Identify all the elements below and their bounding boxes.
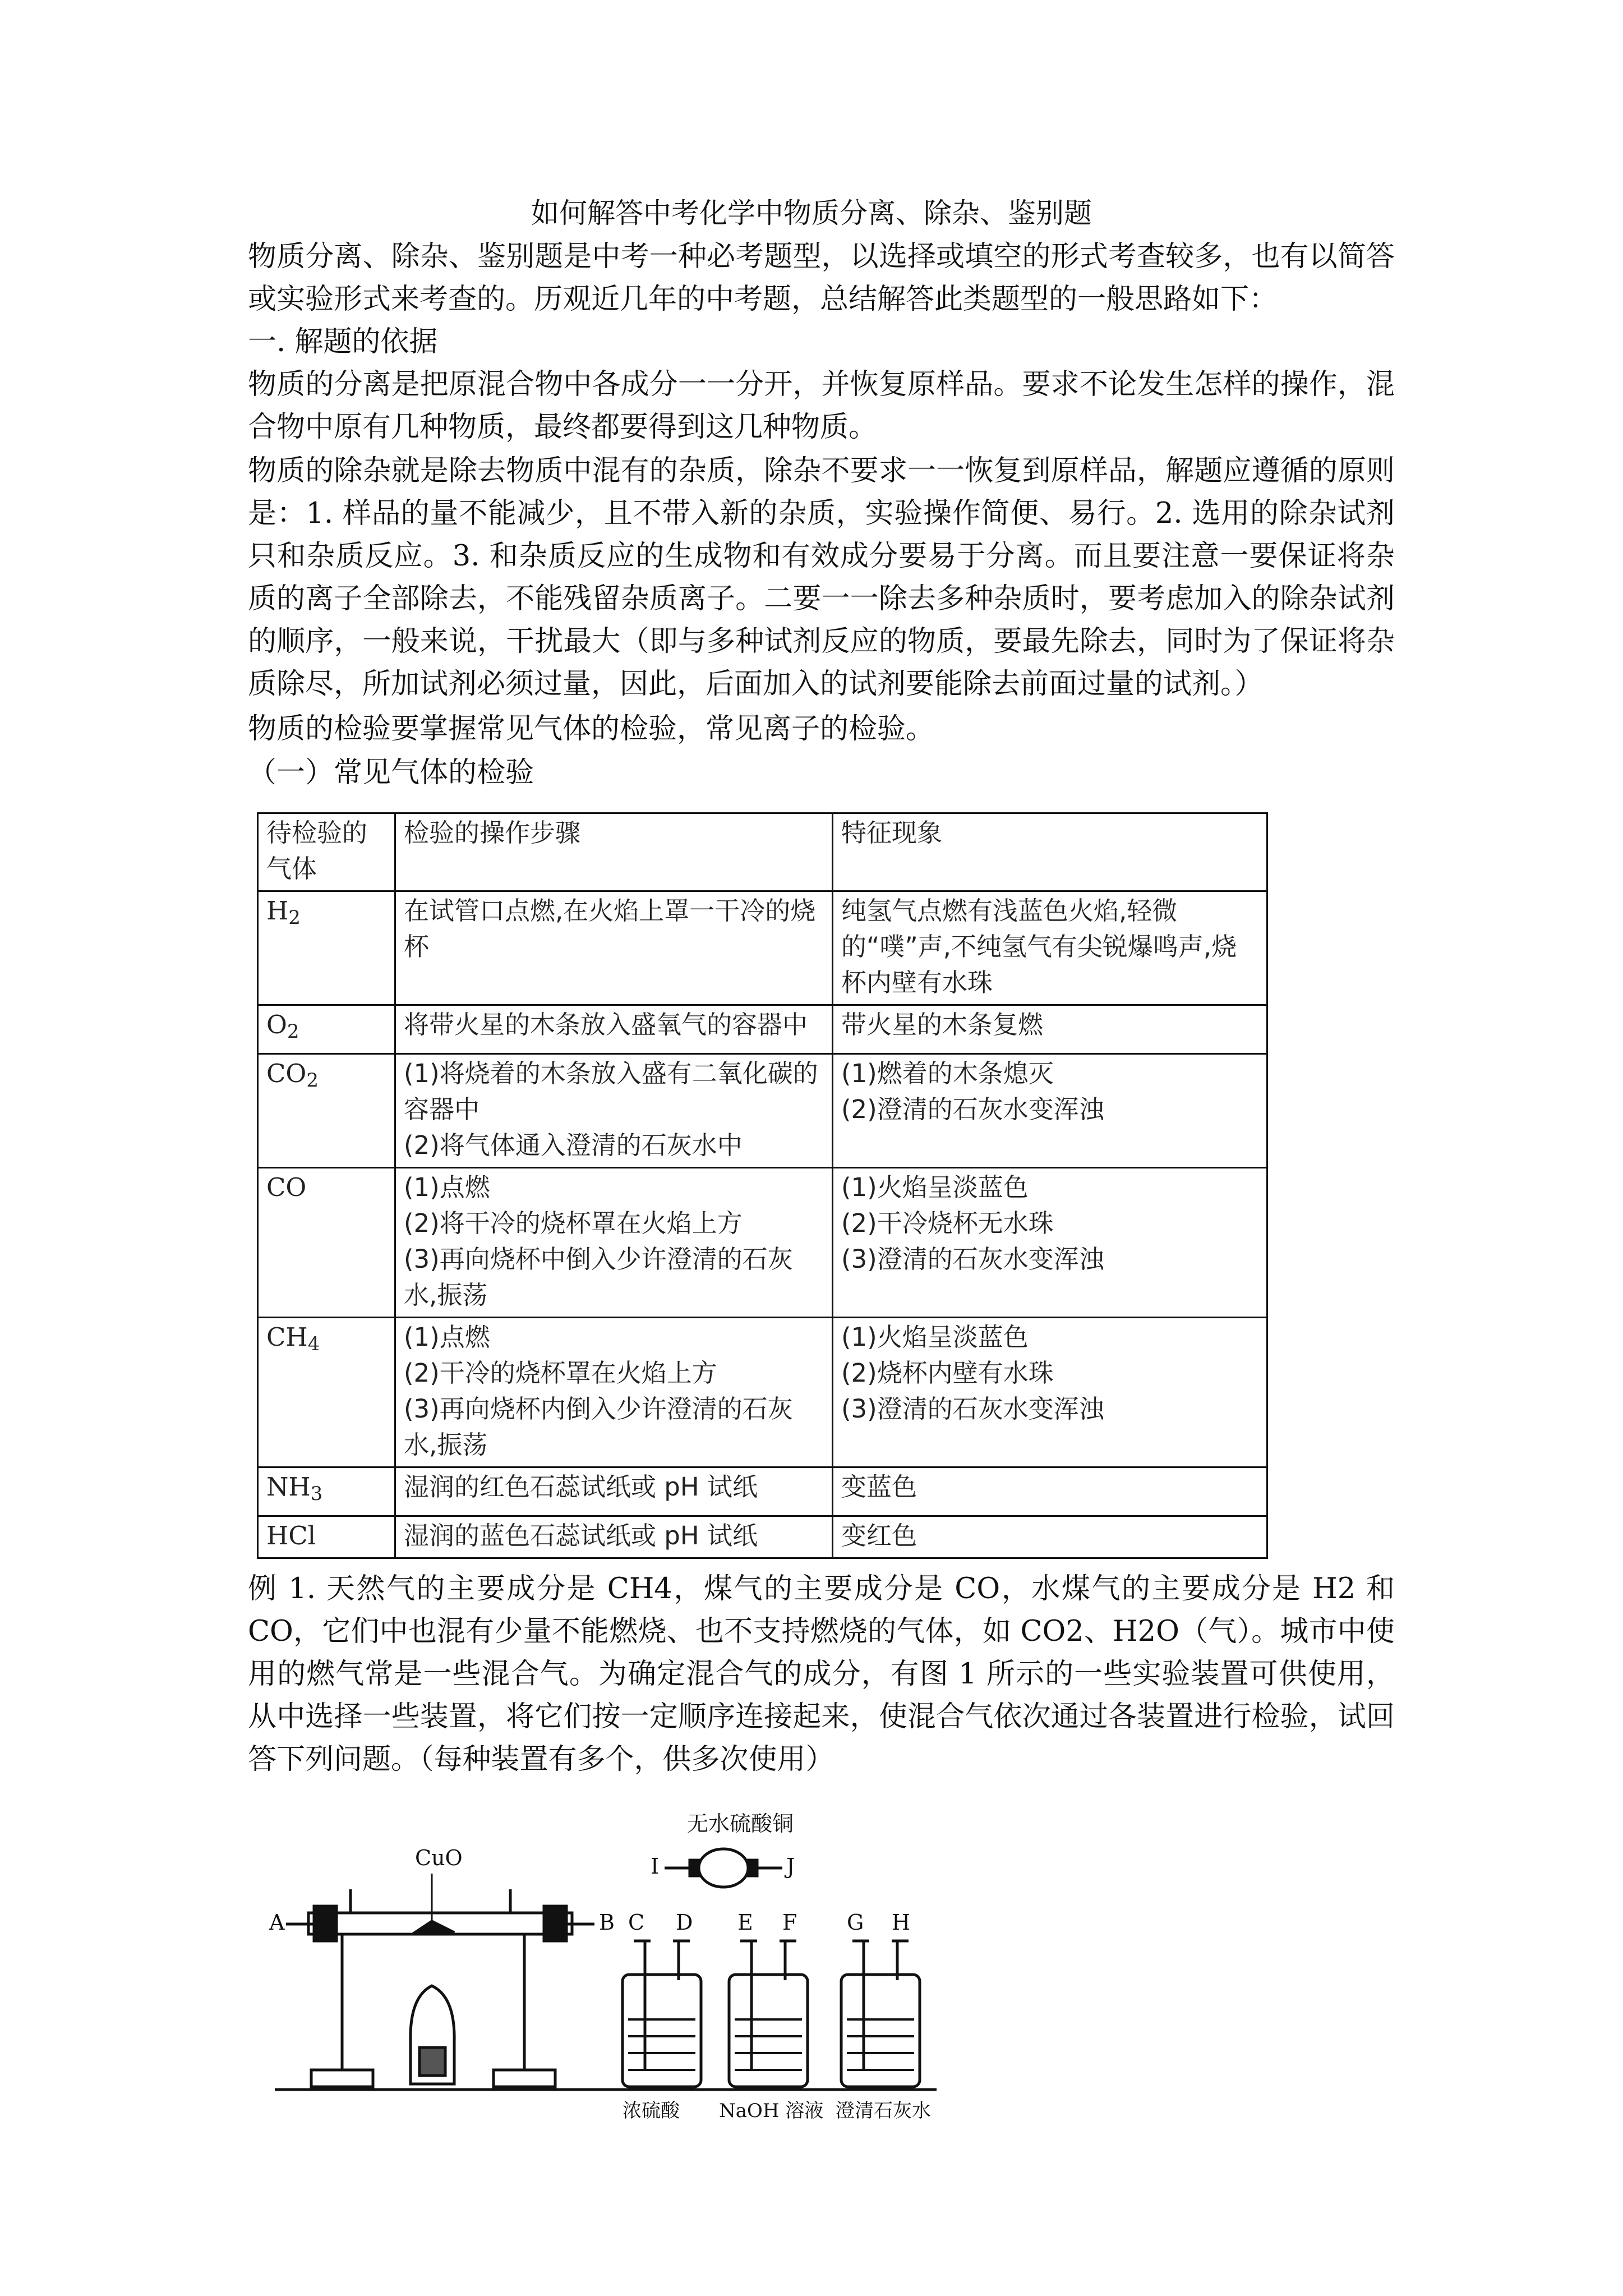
table-row (258, 1168, 1267, 1318)
step-text: (3)再向烧杯内倒入少许澄清的石灰水,振荡 (404, 1394, 793, 1460)
gas-formula: NH (266, 1472, 311, 1502)
gas-subscript: 3 (310, 1483, 323, 1505)
gas-subscript: 2 (287, 1020, 299, 1043)
gas-cell (258, 891, 395, 1005)
cuo-powder (415, 1921, 454, 1932)
steps-cell (395, 1168, 833, 1318)
label-e: E (737, 1910, 753, 1935)
steps-cell (395, 1318, 833, 1467)
page-title: 如何解答中考化学中物质分离、除杂、鉴别题 (531, 197, 1092, 229)
liquid-hatching (628, 2019, 914, 2070)
gas-cell (258, 1467, 395, 1516)
intro-paragraph: 物质分离、除杂、鉴别题是中考一种必考题型，以选择或填空的形式考查较多，也有以简答或实验形式来考查的。历观近几年的中考题，总结解答此类题型的一般思路如下： (248, 240, 1395, 316)
table-row (258, 1467, 1267, 1516)
gas-formula: H (266, 896, 289, 926)
label-j: J (786, 1854, 795, 1879)
steps-cell (395, 1054, 833, 1168)
label-d: D (676, 1910, 693, 1935)
gas-formula: O (266, 1010, 287, 1039)
subsection-heading: （一）常见气体的检验 (248, 756, 534, 789)
step-text: (1)点燃 (404, 1322, 490, 1352)
step-text: (2)将干冷的烧杯罩在火焰上方 (404, 1208, 743, 1238)
impurity-paragraph: 物质的除杂就是除去物质中混有的杂质，除杂不要求一一恢复到原样品，解题应遵循的原则是：1. 样品的量不能减少，且不带入新的杂质，实验操作简便、易行。2. 选用的除杂试剂只和杂质反应。3. 和杂质反应的生成物和有效成分要易于分离。而且要注意一要保证将杂质的离子全部除去，不能残留杂质离子。二要一一除去多种杂质时，要考虑加入的除杂试剂的顺序，一般来说，干扰最大（即与多种试剂反应的物质，要最先除去，同时为了保证将杂质除尽，所加试剂必须过量，因此，后面加入的试剂要能除去前面过量的试剂。） (248, 454, 1395, 701)
phenomena-cell (833, 1318, 1267, 1467)
phenomenon-text: (1)火焰呈淡蓝色 (841, 1322, 1029, 1352)
step-text: 在试管口点燃,在火焰上罩一干冷的烧杯 (404, 896, 816, 961)
caption-limewater: 澄清石灰水 (836, 2100, 931, 2122)
step-text: (2)干冷的烧杯罩在火焰上方 (404, 1358, 717, 1388)
phenomenon-text: 变蓝色 (841, 1472, 917, 1502)
phenomena-cell (833, 1467, 1267, 1516)
label-a: A (269, 1910, 285, 1935)
apparatus-diagram (264, 1806, 965, 2120)
gas-formula: CO (266, 1059, 307, 1088)
apparatus-figure (264, 1806, 965, 2120)
step-text: 湿润的红色石蕊试纸或 pH 试纸 (404, 1472, 758, 1502)
step-text: (2)将气体通入澄清的石灰水中 (404, 1130, 743, 1160)
separation-paragraph: 物质的分离是把原混合物中各成分一一分开，并恢复原样品。要求不论发生怎样的操作，混合物中原有几种物质，最终都要得到这几种物质。 (248, 368, 1395, 444)
table-row (258, 1516, 1267, 1558)
label-i: I (651, 1854, 660, 1879)
header-steps: 检验的操作步骤 (395, 813, 833, 891)
steps-cell (395, 1005, 833, 1054)
phenomena-cell (833, 891, 1267, 1005)
gas-cell (258, 1054, 395, 1168)
left-stopper (314, 1906, 336, 1941)
phenomena-cell (833, 1168, 1267, 1318)
right-stopper (544, 1906, 566, 1941)
phenomenon-text: (2)烧杯内壁有水珠 (841, 1358, 1054, 1388)
phenomenon-text: (3)澄清的石灰水变浑浊 (841, 1244, 1104, 1274)
gas-cell (258, 1318, 395, 1467)
base-left (311, 2070, 373, 2087)
gas-formula: CH (266, 1322, 308, 1352)
cuo-label: CuO (415, 1846, 463, 1870)
base-right (494, 2070, 555, 2087)
gas-formula: CO (266, 1172, 307, 1202)
table-row (258, 1318, 1267, 1467)
lamp-fuel (419, 2047, 445, 2076)
steps-cell (395, 1467, 833, 1516)
table-row (258, 1054, 1267, 1168)
section-heading: 一. 解题的依据 (248, 325, 438, 358)
gas-subscript: 4 (307, 1333, 320, 1355)
label-c: C (628, 1910, 645, 1935)
header-gas: 待检验的气体 (258, 813, 395, 891)
gas-formula: HCl (266, 1521, 316, 1550)
example-paragraph: 例 1. 天然气的主要成分是 CH4，煤气的主要成分是 CO，水煤气的主要成分是 H2 和 CO，它们中也混有少量不能燃烧、也不支持燃烧的气体，如 CO2、H2O（气）。城市中使用的燃气常是一些混合气。为确定混合气的成分，有图 1 所示的一些实验装置可供使用，从中选择一些装置，将它们按一定顺序连接起来，使混合气依次通过各装置进行检验，试回答下列问题。（每种装置有多个，供多次使用） (248, 1572, 1395, 1776)
drying-stopper-left (690, 1860, 699, 1876)
detection-paragraph: 物质的检验要掌握常见气体的检验，常见离子的检验。 (248, 712, 935, 746)
phenomenon-text: 变红色 (841, 1521, 917, 1550)
cuso4-label: 无水硫酸铜 (687, 1811, 794, 1836)
phenomena-cell (833, 1005, 1267, 1054)
phenomena-cell (833, 1054, 1267, 1168)
drying-stopper-right (748, 1860, 757, 1876)
gas-detection-table (257, 812, 1268, 1559)
label-h: H (892, 1910, 911, 1935)
label-b: B (599, 1910, 615, 1935)
step-text: (3)再向烧杯中倒入少许澄清的石灰水,振荡 (404, 1244, 793, 1310)
label-g: G (847, 1910, 864, 1935)
phenomenon-text: 纯氢气点燃有浅蓝色火焰,轻微的“噗”声,不纯氢气有尖锐爆鸣声,烧杯内壁有水珠 (841, 896, 1237, 997)
table-row (258, 1005, 1267, 1054)
phenomenon-text: (2)澄清的石灰水变浑浊 (841, 1094, 1104, 1124)
caption-naoh: NaOH 溶液 (719, 2100, 824, 2122)
phenomenon-text: (3)澄清的石灰水变浑浊 (841, 1394, 1104, 1424)
phenomenon-text: 带火星的木条复燃 (841, 1010, 1044, 1039)
phenomenon-text: (1)火焰呈淡蓝色 (841, 1172, 1029, 1202)
gas-cell (258, 1168, 395, 1318)
step-text: 湿润的蓝色石蕊试纸或 pH 试纸 (404, 1521, 758, 1550)
table-header-row (258, 813, 1267, 891)
drying-bulb (699, 1849, 748, 1887)
gas-subscript: 2 (306, 1069, 319, 1092)
phenomenon-text: (1)燃着的木条熄灭 (841, 1059, 1054, 1088)
step-text: (1)将烧着的木条放入盛有二氧化碳的容器中 (404, 1059, 818, 1124)
gas-cell (258, 1516, 395, 1558)
gas-detection-table-wrap (257, 812, 1266, 1559)
step-text: 将带火星的木条放入盛氧气的容器中 (404, 1010, 808, 1039)
header-phenomena: 特征现象 (833, 813, 1267, 891)
table-row (258, 891, 1267, 1005)
steps-cell (395, 1516, 833, 1558)
step-text: (1)点燃 (404, 1172, 490, 1202)
label-f: F (782, 1910, 797, 1935)
gas-cell (258, 1005, 395, 1054)
phenomena-cell (833, 1516, 1267, 1558)
gas-subscript: 2 (288, 907, 301, 929)
caption-sulfuric-acid: 浓硫酸 (623, 2100, 680, 2122)
steps-cell (395, 891, 833, 1005)
phenomenon-text: (2)干冷烧杯无水珠 (841, 1208, 1054, 1238)
